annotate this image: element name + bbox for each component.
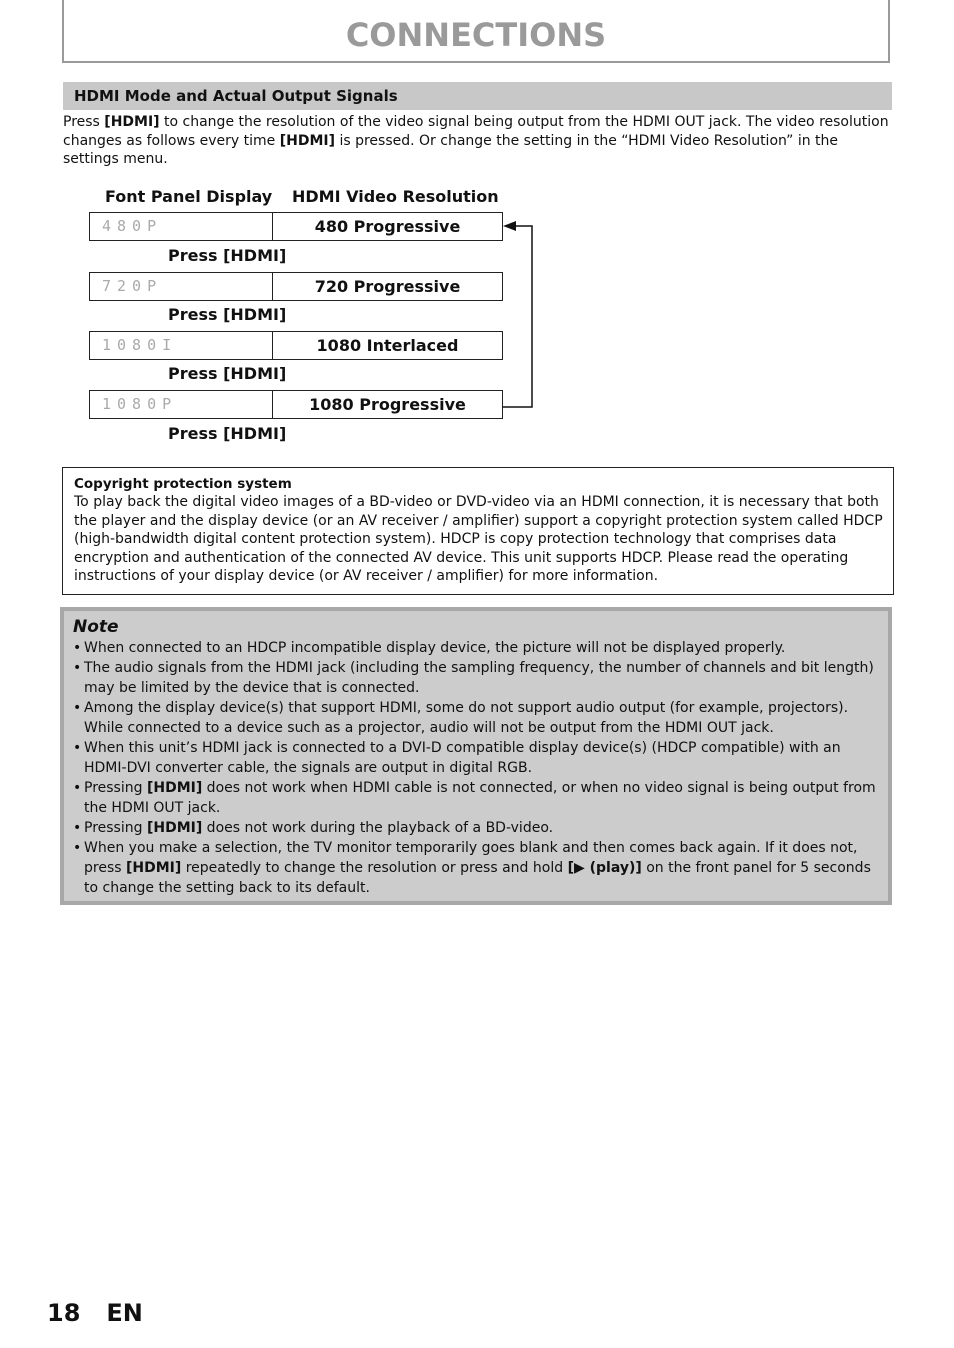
- list-item: • When connected to an HDCP incompatible display device, the picture will not be displayed properly.: [73, 640, 786, 656]
- page-number: 18: [47, 1299, 81, 1327]
- resolution-720p: 720 Progressive: [273, 272, 503, 301]
- panel-display-480p: 480P: [89, 212, 273, 241]
- note-title: Note: [73, 617, 119, 637]
- resolution-1080i: 1080 Interlaced: [273, 331, 503, 360]
- header-box: [62, 0, 890, 63]
- panel-display-720p: 720P: [89, 272, 273, 301]
- press-hdmi-label: Press [HDMI]: [168, 305, 287, 324]
- panel-display-1080p: 1080P: [89, 390, 273, 419]
- page-footer: [47, 1299, 143, 1327]
- press-hdmi-label: Press [HDMI]: [168, 424, 287, 443]
- list-item: • Pressing [HDMI] does not work when HDMI cable is not connected, or when no video signal is being output from the HDMI OUT jack.: [73, 780, 876, 816]
- list-item: • The audio signals from the HDMI jack (including the sampling frequency, the number of channels and bit length) may be limited by the device that is connected.: [73, 660, 874, 696]
- resolution-1080p: 1080 Progressive: [273, 390, 503, 419]
- col-header-resolution: HDMI Video Resolution: [292, 187, 499, 206]
- list-item: • When this unit’s HDMI jack is connected to a DVI-D compatible display device(s) (HDCP compatible) with an HDMI-DVI converter cable, the signals are output in digital RGB.: [73, 740, 841, 776]
- press-hdmi-label: Press [HDMI]: [168, 364, 287, 383]
- language-label: EN: [106, 1299, 143, 1327]
- section-title: HDMI Mode and Actual Output Signals: [74, 87, 398, 105]
- note-box: [60, 607, 892, 905]
- panel-display-1080i: 1080I: [89, 331, 273, 360]
- copyright-body: To play back the digital video images of a BD-video or DVD-video via an HDMI connection, it is necessary that both the player and the display device (or an AV receiver / amplifier) support a copyright protection system called HDCP (high-bandwidth digital content protection system). HDCP is copy protection technology that comprises data encryption and authentication of the connected AV device. This unit supports HDCP. Please read the operating instructions of your display device (or AV receiver / amplifier) for more information.: [74, 494, 883, 584]
- copyright-box: [62, 467, 894, 595]
- col-header-display: Font Panel Display: [105, 187, 273, 206]
- press-hdmi-label: Press [HDMI]: [168, 246, 287, 265]
- list-item: • Among the display device(s) that support HDMI, some do not support audio output (for example, projectors). While connected to a device such as a projector, audio will not be output from the HDMI OUT jack.: [73, 700, 849, 736]
- resolution-480p: 480 Progressive: [273, 212, 503, 241]
- list-item: • When you make a selection, the TV monitor temporarily goes blank and then comes back again. If it does not, press [HDMI] repeatedly to change the resolution or press and hold [▶ (play)] on the front panel for 5 seconds to change the setting back to its default.: [73, 840, 871, 896]
- list-item: • Pressing [HDMI] does not work during the playback of a BD-video.: [73, 820, 554, 836]
- note-list: [73, 638, 876, 898]
- intro-paragraph: Press [HDMI] to change the resolution of the video signal being output from the HDMI OUT jack. The video resolution changes as follows every time [HDMI] is pressed. Or change the setting in the “HDMI Video Resolution” in the settings menu.: [63, 114, 889, 167]
- section-bar: [63, 82, 892, 110]
- page-title: CONNECTIONS: [345, 16, 607, 54]
- copyright-title: Copyright protection system: [74, 476, 292, 492]
- loop-arrow-icon: [500, 215, 540, 415]
